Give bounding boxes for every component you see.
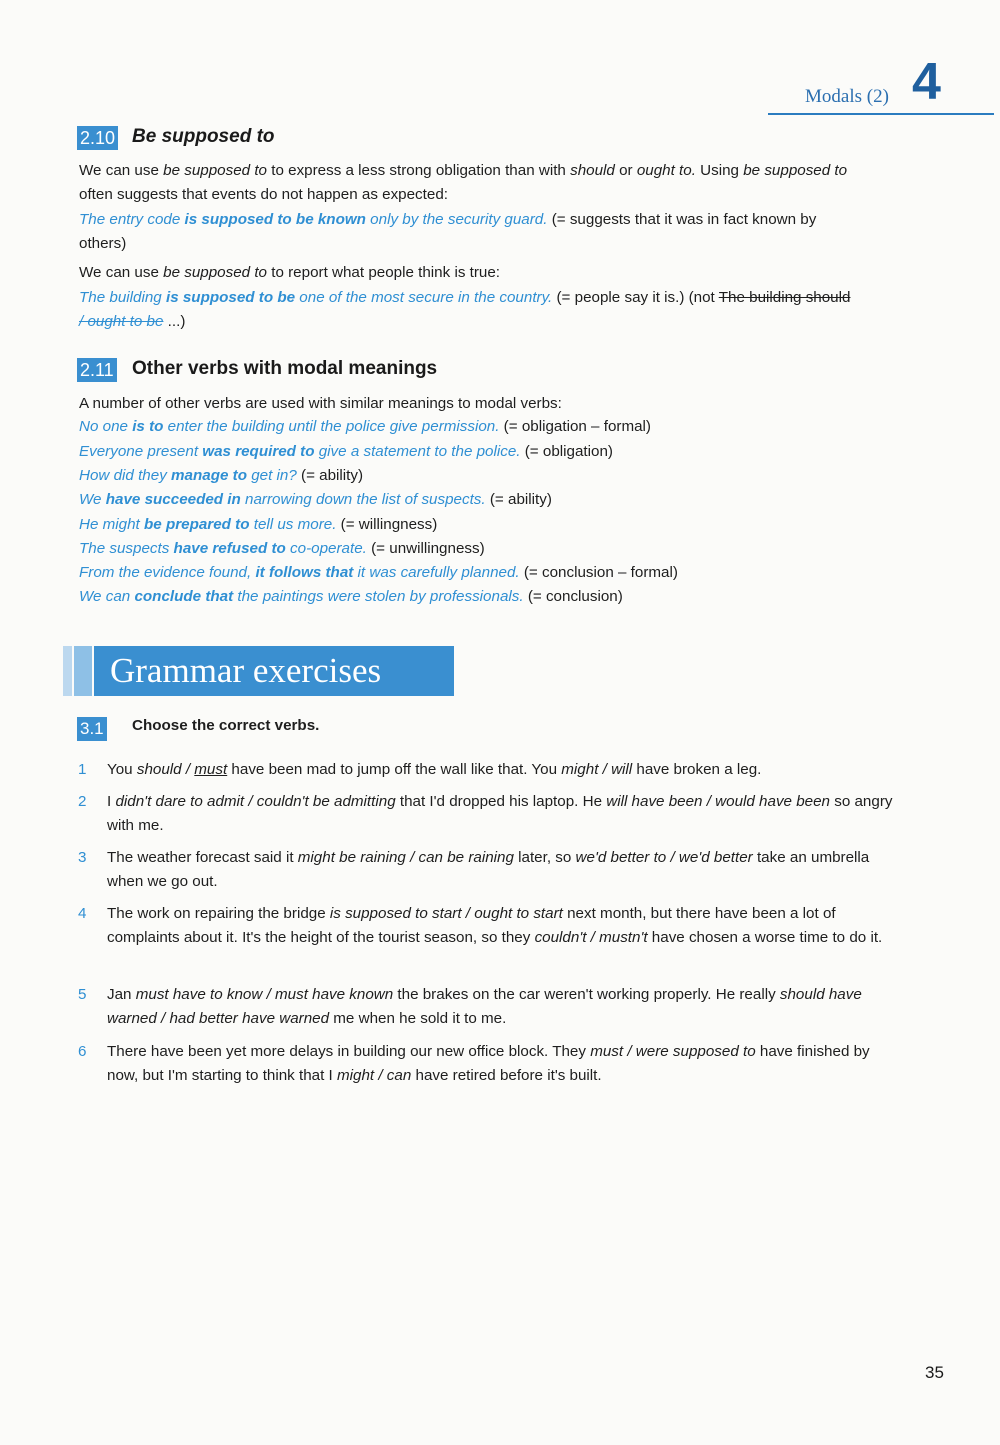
example-line	[79, 310, 185, 333]
section-title: Be supposed to	[132, 126, 275, 147]
example-line	[79, 537, 485, 560]
text-run: (= suggests that it was in fact known by	[547, 211, 817, 228]
example-line	[79, 488, 552, 511]
text-run: the brakes on the car weren't working properly. He really	[393, 986, 780, 1003]
text-run: me when he sold it to me.	[329, 1010, 507, 1027]
text-run: is supposed to start / ought to start	[329, 905, 563, 922]
text-run: is to	[132, 418, 164, 435]
text-run: the paintings were stolen by professionals.	[233, 588, 524, 605]
exercise-number-badge: 3.1	[77, 717, 107, 741]
text-run: only by the security guard.	[365, 211, 548, 228]
paragraph-line	[79, 261, 500, 284]
text-run: take an umbrella when we go out.	[107, 849, 870, 890]
exercise-instruction: Choose the correct verbs.	[132, 717, 320, 734]
text-run: have chosen a worse time to do it.	[647, 929, 883, 946]
exercise-item-number: 4	[78, 905, 87, 922]
text-run: The building should	[718, 289, 851, 306]
text-run: it was carefully planned.	[353, 564, 520, 581]
page-number: 35	[925, 1363, 944, 1382]
text-run: (= obligation – formal)	[499, 418, 651, 435]
exercise-item-text	[107, 758, 897, 782]
text-run: give a statement to the police.	[314, 443, 521, 460]
text-run: is supposed to be known	[184, 211, 366, 228]
text-run: have retired before it's built.	[411, 1067, 602, 1084]
banner-stripe	[74, 646, 92, 696]
text-run: it follows that	[255, 564, 354, 581]
text-run: The suspects	[79, 540, 174, 557]
text-run: must have to know / must have known	[135, 986, 394, 1003]
exercise-item-number: 2	[78, 793, 87, 810]
text-run: ought to.	[636, 162, 696, 179]
chapter-number: 4	[912, 53, 941, 111]
text-run: be supposed to	[163, 162, 268, 179]
example-line	[79, 286, 850, 309]
exercise-item-number: 5	[78, 986, 87, 1003]
text-run: must	[194, 761, 228, 778]
text-run: Using	[695, 162, 744, 179]
text-run: We	[79, 491, 106, 508]
text-run: must / were supposed to	[590, 1043, 756, 1060]
text-run: was required to	[202, 443, 315, 460]
text-run: I	[107, 793, 116, 810]
header-rule	[768, 113, 994, 115]
text-run: The entry code	[79, 211, 185, 228]
text-run: From the evidence found,	[79, 564, 256, 581]
banner-stripe	[63, 646, 72, 696]
text-run: couldn't / mustn't	[534, 929, 648, 946]
example-line	[79, 513, 437, 536]
text-run: How did they	[79, 467, 172, 484]
text-run: Everyone present	[79, 443, 203, 460]
text-run: might / will	[561, 761, 633, 778]
text-run: No one	[79, 418, 133, 435]
text-run: will have been / would have been	[606, 793, 830, 810]
text-run: have refused to	[173, 540, 286, 557]
text-run: The weather forecast said it	[107, 849, 298, 866]
text-run: (= unwillingness)	[366, 540, 485, 557]
text-run: or	[614, 162, 637, 179]
text-run: (= ability)	[296, 467, 364, 484]
exercise-item-text	[107, 902, 897, 950]
text-run: manage to	[171, 467, 247, 484]
example-line	[79, 415, 651, 438]
text-run: narrowing down the list of suspects.	[240, 491, 486, 508]
example-line	[79, 440, 613, 463]
exercise-item-number: 1	[78, 761, 87, 778]
text-run: should /	[136, 761, 195, 778]
text-run: be supposed to	[163, 264, 268, 281]
exercise-item-text	[107, 846, 897, 894]
example-line	[79, 464, 363, 487]
example-line	[79, 561, 678, 584]
text-run: get in?	[246, 467, 297, 484]
example-line	[79, 232, 126, 255]
text-run: We can use	[79, 162, 164, 179]
text-run: (= people say it is.) (not	[552, 289, 719, 306]
example-line	[79, 585, 623, 608]
text-run: to report what people think is true:	[267, 264, 501, 281]
exercise-item-text	[107, 790, 897, 838]
text-run: The work on repairing the bridge	[107, 905, 330, 922]
text-run: should	[570, 162, 615, 179]
text-run: (= ability)	[485, 491, 552, 508]
text-run: so angry with me.	[107, 793, 893, 834]
text-run: didn't dare to admit / couldn't be admitting	[115, 793, 396, 810]
text-run: next month, but there have been a lot of complaints about it. It's the height of the tourist season, so they	[107, 905, 836, 946]
section-number-badge: 2.10	[77, 126, 118, 150]
text-run: You	[107, 761, 137, 778]
text-run: be supposed to	[743, 162, 848, 179]
grammar-exercises-banner: Grammar exercises	[94, 646, 454, 696]
text-run: is supposed to be	[165, 289, 296, 306]
text-run: be prepared to	[144, 516, 250, 533]
text-run: to express a less strong obligation than with	[267, 162, 571, 179]
text-run: often suggests that events do not happen as expected:	[79, 186, 448, 203]
text-run: might / can	[337, 1067, 412, 1084]
text-run: that I'd dropped his laptop. He	[395, 793, 607, 810]
text-run: enter the building until the police give permission.	[163, 418, 500, 435]
text-run: co-operate.	[285, 540, 367, 557]
text-run: (= conclusion – formal)	[519, 564, 678, 581]
text-run: might be raining / can be raining	[297, 849, 514, 866]
text-run: one of the most secure in the country.	[295, 289, 553, 306]
text-run: have broken a leg.	[632, 761, 762, 778]
text-run: A number of other verbs are used with similar meanings to modal verbs:	[79, 395, 562, 412]
text-run: should have warned / had better have warned	[107, 986, 862, 1027]
text-run: (= obligation)	[520, 443, 613, 460]
text-run: (= conclusion)	[523, 588, 623, 605]
text-run: (= willingness)	[336, 516, 438, 533]
text-run: There have been yet more delays in building our new office block. They	[107, 1043, 591, 1060]
text-run: have succeeded in	[105, 491, 241, 508]
paragraph-line	[79, 183, 448, 206]
text-run: Jan	[107, 986, 136, 1003]
text-run: He might	[79, 516, 144, 533]
text-run: have finished by now, but I'm starting to think that I	[107, 1043, 870, 1084]
text-run: we'd better to / we'd better	[575, 849, 753, 866]
text-run: later, so	[513, 849, 576, 866]
exercise-item-text	[107, 983, 897, 1031]
text-run: others)	[79, 235, 127, 252]
text-run: have been mad to jump off the wall like that. You	[227, 761, 562, 778]
text-run: The building	[79, 289, 166, 306]
paragraph-line	[79, 392, 562, 415]
chapter-title: Modals (2)	[805, 86, 889, 107]
section-number-badge: 2.11	[77, 358, 117, 382]
text-run: We can use	[79, 264, 164, 281]
text-run: tell us more.	[249, 516, 337, 533]
text-run: / ought to be	[79, 313, 164, 330]
example-line	[79, 208, 816, 231]
exercise-item-text	[107, 1040, 897, 1088]
text-run: conclude that	[134, 588, 234, 605]
text-run: We can	[79, 588, 135, 605]
text-run: ...)	[163, 313, 186, 330]
section-title: Other verbs with modal meanings	[132, 358, 438, 379]
exercise-item-number: 3	[78, 849, 87, 866]
exercise-item-number: 6	[78, 1043, 87, 1060]
paragraph-line	[79, 159, 847, 182]
